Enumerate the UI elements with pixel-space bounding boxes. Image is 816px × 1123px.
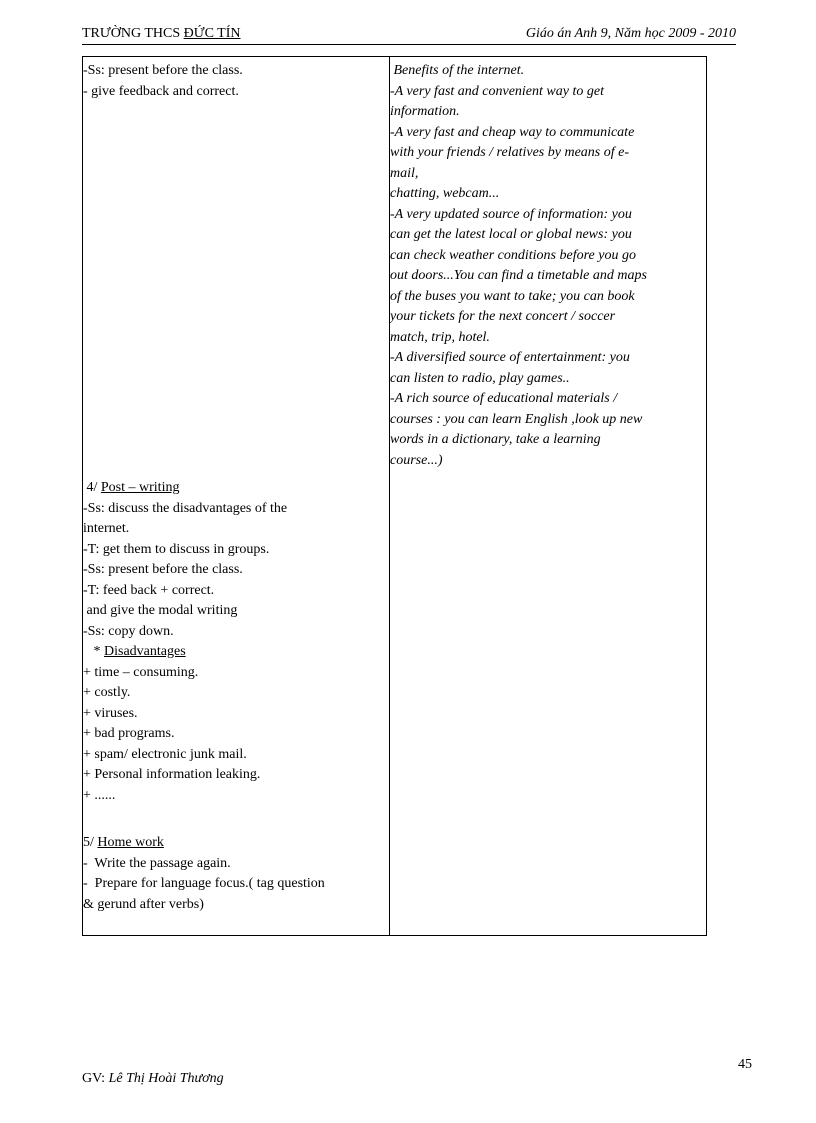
right-line: Benefits of the internet. bbox=[390, 63, 525, 78]
right-line: out doors...You can find a timetable and maps bbox=[390, 268, 647, 283]
right-line: can check weather conditions before you go bbox=[390, 247, 636, 263]
school-prefix: TRƯỜNG THCS bbox=[82, 26, 184, 41]
right-line: -A very fast and cheap way to communicate bbox=[390, 124, 635, 140]
disadvantage-item: + viruses. bbox=[83, 705, 138, 721]
benefits-block bbox=[390, 61, 647, 471]
right-line: of the buses you want to take; you can book bbox=[390, 288, 635, 304]
right-line: match, trip, hotel. bbox=[390, 329, 490, 345]
right-column bbox=[390, 57, 706, 935]
school-name bbox=[82, 26, 241, 42]
left-line: -Ss: copy down. bbox=[83, 623, 174, 639]
right-line: words in a dictionary, take a learning bbox=[390, 432, 601, 447]
right-line: chatting, webcam... bbox=[390, 186, 500, 201]
left-line: internet. bbox=[83, 521, 130, 536]
right-line: can listen to radio, play games.. bbox=[390, 370, 570, 386]
left-column bbox=[83, 57, 390, 935]
right-line: information. bbox=[390, 104, 460, 119]
disadvantage-item: + time – consuming. bbox=[83, 664, 199, 680]
right-line: can get the latest local or global news: you bbox=[390, 227, 632, 242]
left-line: -Ss: present before the class. bbox=[83, 63, 243, 78]
disadvantage-item: + spam/ electronic junk mail. bbox=[83, 746, 247, 762]
teacher-name: Lê Thị Hoài Thương bbox=[108, 1071, 224, 1086]
right-line: course...) bbox=[390, 452, 443, 468]
right-line: with your friends / relatives by means of e- bbox=[390, 145, 629, 160]
post-writing-section bbox=[83, 478, 287, 806]
right-line: your tickets for the next concert / soccer bbox=[390, 309, 616, 324]
disadvantage-item: + ...... bbox=[83, 787, 116, 803]
lesson-table bbox=[82, 56, 707, 936]
disadvantage-item: + costly. bbox=[83, 685, 131, 700]
disadvantage-item: + bad programs. bbox=[83, 726, 175, 741]
right-line: -A very updated source of information: you bbox=[390, 206, 632, 222]
lesson-plan-title: Giáo án Anh 9, Năm học 2009 - 2010 bbox=[525, 26, 736, 41]
teacher-credit bbox=[82, 1071, 224, 1087]
school-name-underlined: ĐỨC TÍN bbox=[183, 26, 241, 41]
left-line: & gerund after verbs) bbox=[83, 896, 204, 912]
right-line: mail, bbox=[390, 165, 419, 181]
homework-section bbox=[83, 833, 325, 915]
left-line: - Prepare for language focus.( tag question bbox=[83, 876, 325, 891]
section-5-heading: 5/ Home work bbox=[83, 835, 164, 850]
page-number: 45 bbox=[738, 1057, 752, 1072]
left-block-1 bbox=[83, 61, 243, 102]
left-line: -Ss: discuss the disadvantages of the bbox=[83, 500, 288, 516]
left-line: and give the modal writing bbox=[83, 603, 238, 618]
disadvantages-title: Disadvantages bbox=[104, 644, 186, 659]
section-4-heading: 4/ Post – writing bbox=[83, 480, 180, 495]
left-line: -Ss: present before the class. bbox=[83, 562, 243, 577]
disadvantage-item: + Personal information leaking. bbox=[83, 767, 261, 782]
section-5-title: Home work bbox=[97, 835, 164, 850]
page-header bbox=[82, 24, 736, 45]
left-line: -T: feed back + correct. bbox=[83, 582, 215, 598]
disadvantages-heading: * Disadvantages bbox=[83, 644, 186, 659]
left-line: - give feedback and correct. bbox=[83, 83, 239, 99]
gv-label: GV: bbox=[82, 1071, 109, 1086]
left-line: -T: get them to discuss in groups. bbox=[83, 541, 270, 557]
left-line: - Write the passage again. bbox=[83, 855, 231, 871]
right-line: courses : you can learn English ,look up new bbox=[390, 411, 643, 427]
section-4-title: Post – writing bbox=[100, 480, 180, 495]
right-line: -A rich source of educational materials / bbox=[390, 391, 618, 406]
right-line: -A diversified source of entertainment: you bbox=[390, 350, 630, 365]
right-line: -A very fast and convenient way to get bbox=[390, 83, 604, 99]
